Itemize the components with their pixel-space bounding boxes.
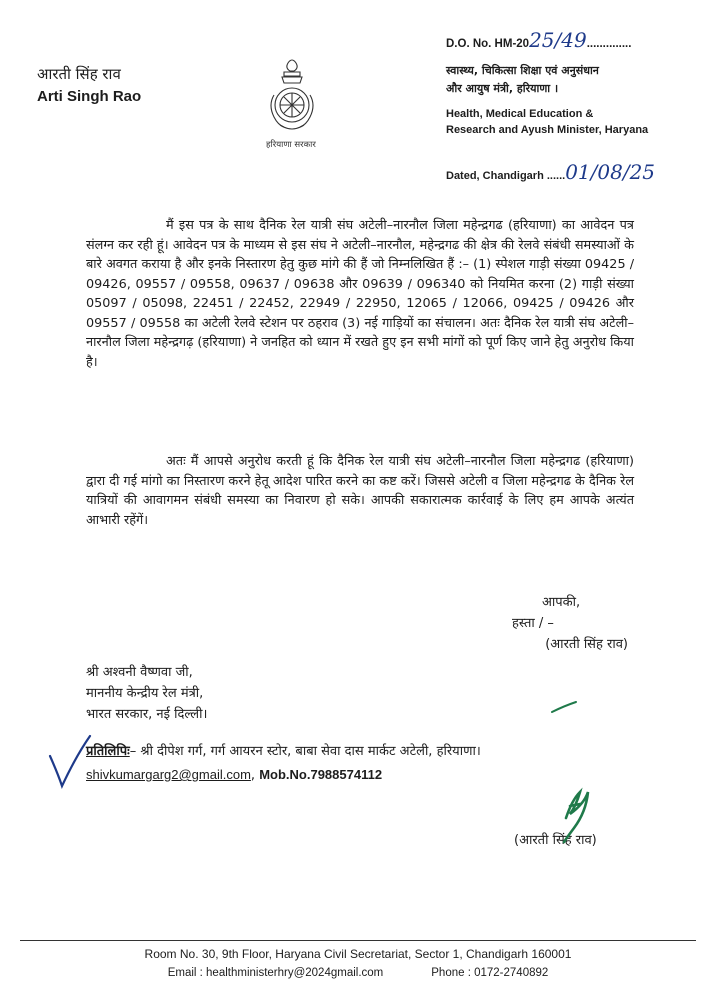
footer-contact: [0, 967, 716, 979]
designation-english-line2: Research and Ayush Minister, Haryana: [446, 124, 649, 136]
closing-line-1: आपकी,: [542, 595, 581, 610]
copy-to-mobile: Mob.No.7988574112: [259, 767, 383, 782]
closing-line-3: (आरती सिंह राव): [545, 637, 628, 652]
emblem-caption: हरियाणा सरकार: [266, 140, 316, 150]
addressee-line-2: माननीय केन्द्रीय रेल मंत्री,: [86, 686, 204, 701]
closing-block: [508, 592, 628, 655]
body-paragraph-1: [86, 216, 634, 372]
tick-mark-icon: [50, 736, 90, 786]
paragraph-2-text: अतः मैं आपसे अनुरोध करती हूं कि दैनिक रेल यात्री संघ अटेली–नारनौल जिला महेन्द्रगढ (हरियाणा) द्वारा दी गई मांगो का निस्तारण करने हेतू आदेश पारित करने का कष्ट करें। जिससे अटेली व जिला महेन्द्रगढ के दैनिक रेल यात्रियों की आवागमन संबंधी समस्या का निवारण हो सके। आपकी सकारात्मक कार्रवाई के लिए हम आपके अत्यंत आभारी रहेंगें।: [86, 454, 634, 528]
dated-line: [446, 160, 655, 184]
footer-divider: [20, 940, 696, 941]
footer-address: Room No. 30, 9th Floor, Haryana Civil Secretariat, Sector 1, Chandigarh 160001: [144, 947, 572, 961]
dated-label: Dated, Chandigarh: [446, 170, 544, 182]
addressee-line-3: भारत सरकार, नई दिल्ली।: [86, 707, 208, 722]
designation-hindi-line2: और आयुष मंत्री, हरियाणा ।: [446, 82, 559, 95]
body-paragraph-2: [86, 452, 634, 530]
do-number-label: D.O. No. HM-20: [446, 38, 530, 50]
copy-to-label: प्रतिलिपिः: [86, 744, 130, 759]
haryana-emblem-icon: [262, 55, 322, 150]
addressee-block: [86, 662, 207, 725]
green-pen-stroke-icon: [552, 702, 576, 712]
dated-dots: ......: [546, 170, 566, 182]
do-number-dots: ..............: [586, 38, 632, 50]
closing-line-2: हस्ता / –: [512, 616, 554, 631]
footer-phone: Phone : 0172-2740892: [431, 967, 549, 979]
copy-to-separator: ,: [250, 768, 256, 783]
signature-name: (आरती सिंह राव): [514, 833, 597, 848]
addressee-line-1: श्री अश्वनी वैष्णवा जी,: [86, 665, 193, 680]
copy-to-block: [86, 740, 646, 787]
do-number: [446, 28, 631, 52]
paragraph-1-text: मैं इस पत्र के साथ दैनिक रेल यात्री संघ अटेली–नारनौल जिला महेन्द्रगढ (हरियाणा) का आवेदन पत्र संलग्न कर रही हूं। आवेदन पत्र के माध्यम से इस संघ ने अटेली–नारनौल, महेन्द्रगढ की क्षेत्र की रेलवे संबंधी समस्याओं के बारे अवगत कराया है और इनके निस्तारण हेतु कुछ मांगे की हैं जो निम्नलिखित हैं :– (1) स्पेशल गाड़ी संख्या 09425 / 09426, 09557 / 09558, 09637 / 09638 और 09639 / 096340 को नियमित करना (2) गाड़ी संख्या 05097 / 05098, 22451 / 22452, 22949 / 22950, 12065 / 12066, 09425 / 09426 और 09557 / 09558 का अटेली रेलवे स्टेशन पर ठहराव (3) नई गाड़ियों का संचालन। अतः दैनिक रेल यात्री संघ अटेली–नारनौल जिला महेन्द्रगढ़ (हरियाणा) ने जनहित को ध्यान में रखते हुए इन सभी मांगों को पूर्ण किए जाने हेतु अनुरोध किया है।: [86, 218, 634, 370]
footer-email: Email : healthministerhry@2024gmail.com: [167, 967, 384, 979]
copy-to-email-link[interactable]: shivkumargarg2@gmail.com: [86, 767, 251, 782]
dated-handwritten: 01/08/25: [565, 160, 656, 184]
sender-name-english: Arti Singh Rao: [37, 88, 142, 105]
designation-english: [446, 106, 648, 138]
copy-to-text: – श्री दीपेश गर्ग, गर्ग आयरन स्टोर, बाबा सेवा दास मार्कट अटेली, हरियाणा।: [129, 744, 481, 759]
designation-hindi-line1: स्वास्थ्य, चिकित्सा शिक्षा एवं अनुसंधान: [446, 64, 599, 77]
designation-english-line1: Health, Medical Education &: [446, 108, 594, 120]
do-number-handwritten: 25/49: [529, 28, 587, 52]
sender-name-hindi: आरती सिंह राव: [37, 65, 121, 83]
designation-hindi: [446, 62, 599, 98]
